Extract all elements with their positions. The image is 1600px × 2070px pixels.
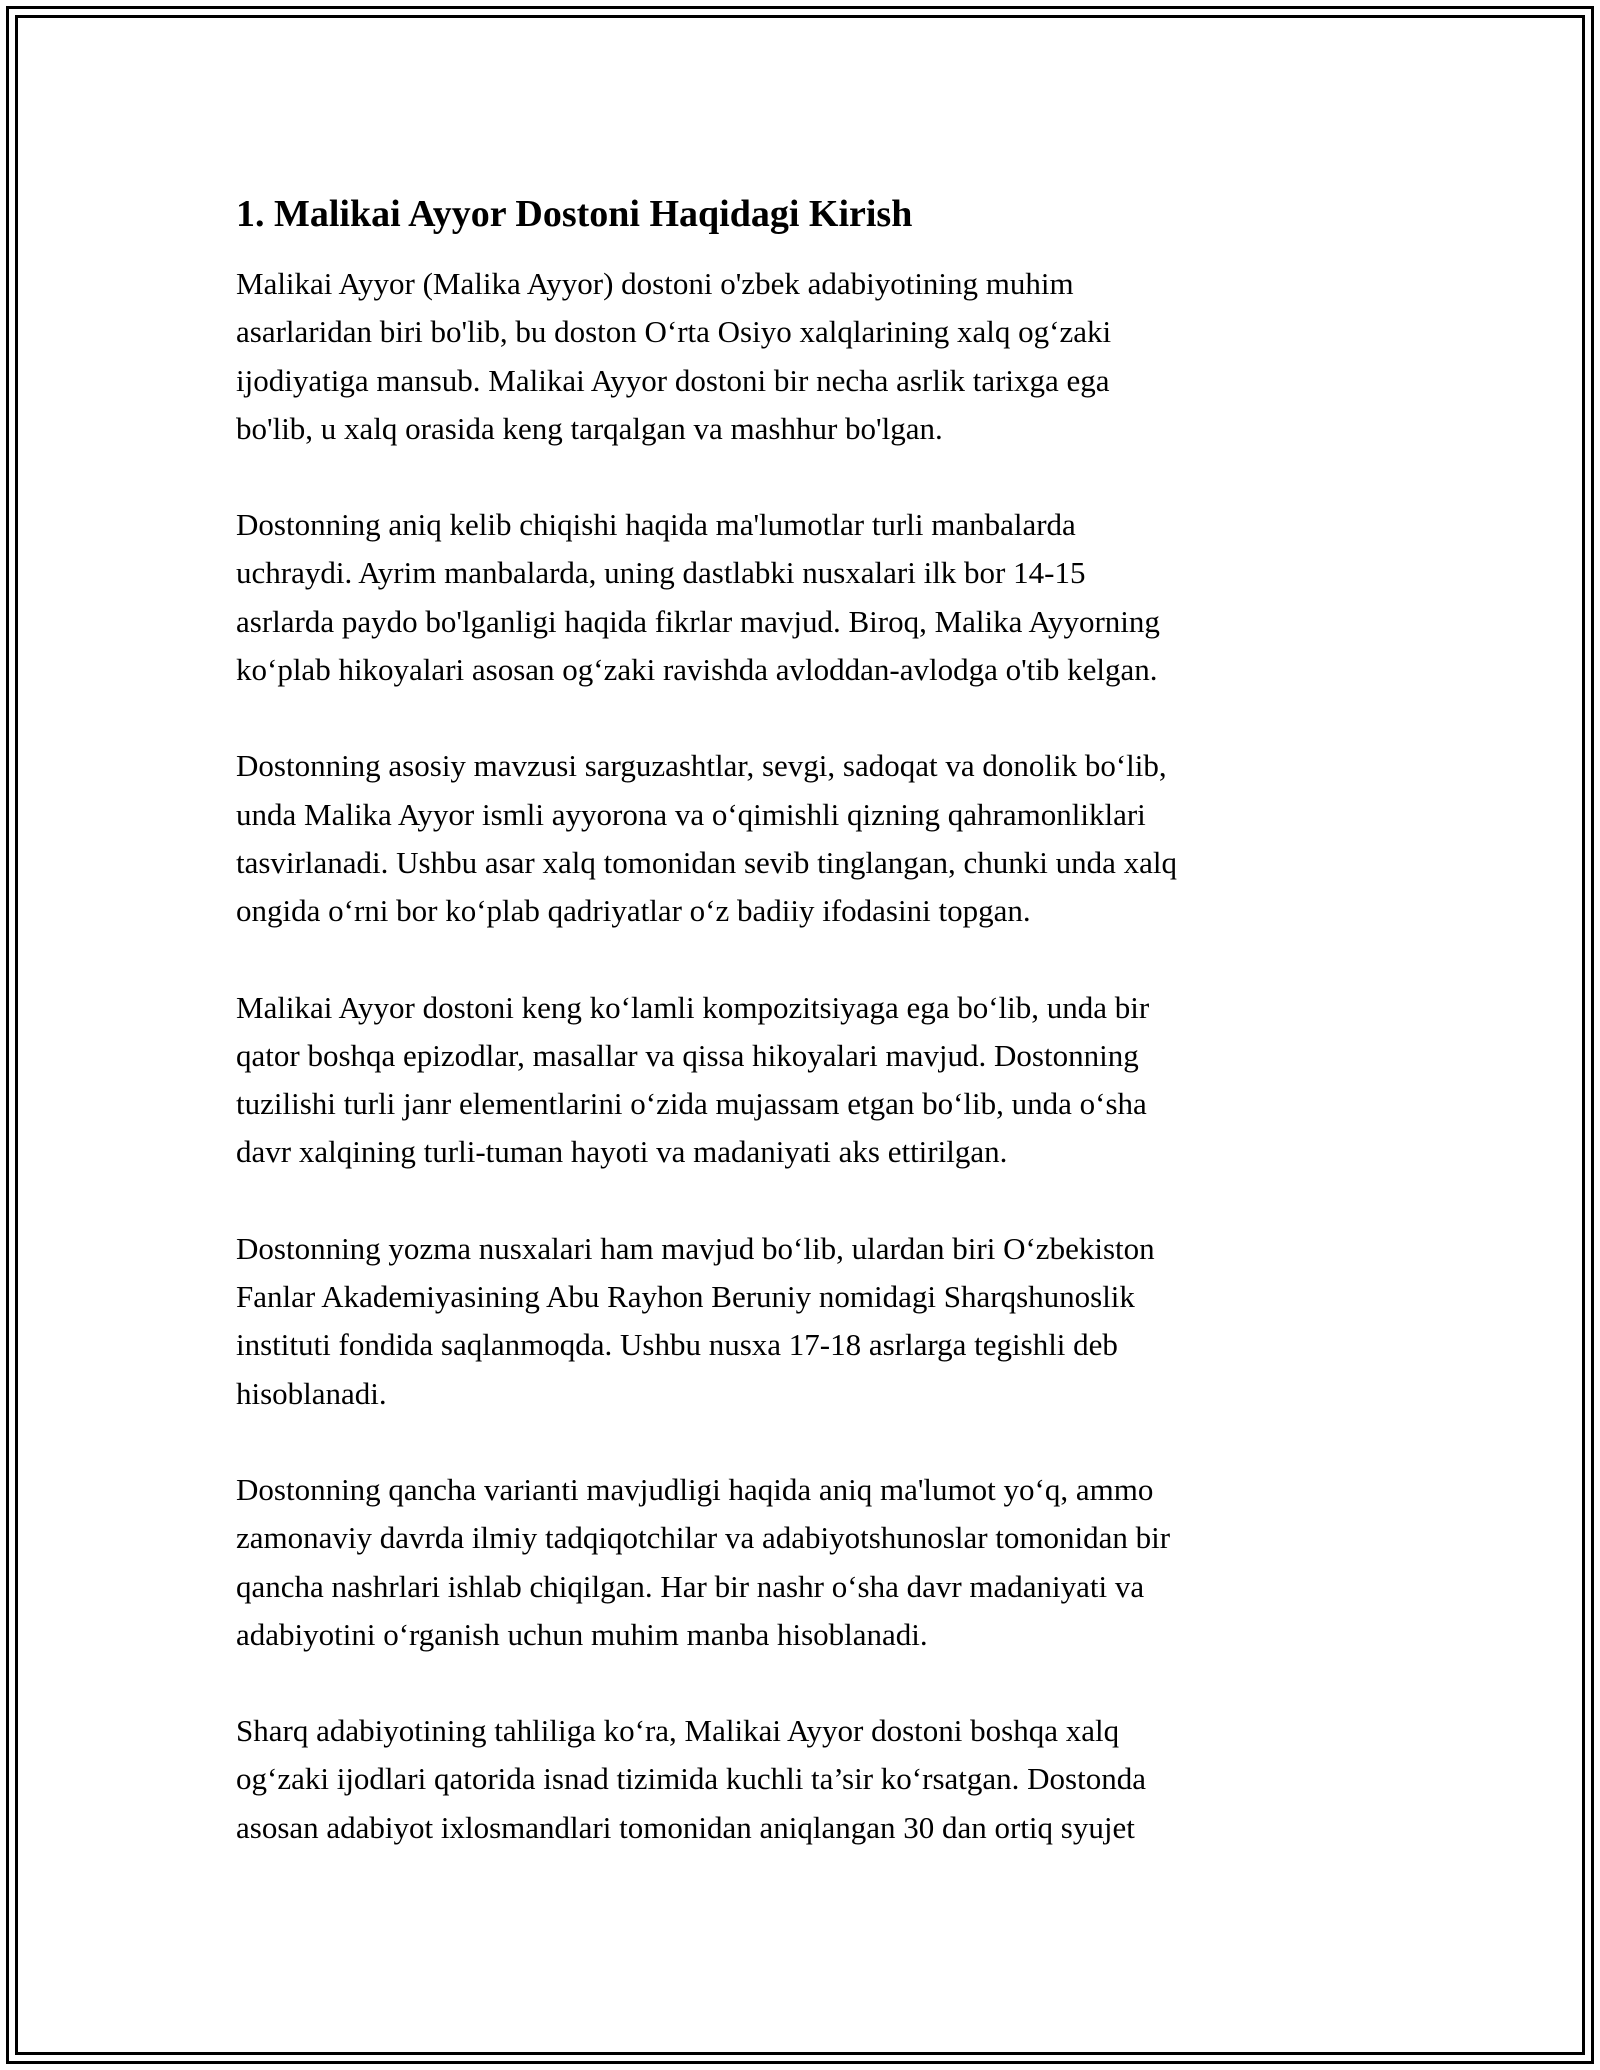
paragraph-origin xyxy=(236,501,1356,694)
text-line: ongida o‘rni bor ko‘plab qadriyatlar o‘z badiiy ifodasini topgan. xyxy=(236,893,1031,929)
document-body xyxy=(236,186,1356,1900)
text-line: Fanlar Akademiyasining Abu Rayhon Beruniy nomidagi Sharqshunoslik xyxy=(236,1279,1135,1315)
paragraph-variants xyxy=(236,1466,1356,1659)
text-line: ijodiyatiga mansub. Malikai Ayyor dostoni bir necha asrlik tarixga ega xyxy=(236,362,1110,398)
text-line: unda Malika Ayyor ismli ayyorona va o‘qimishli qizning qahramonliklari xyxy=(236,796,1146,832)
text-line: instituti fondida saqlanmoqda. Ushbu nusxa 17-18 asrlarga tegishli deb xyxy=(236,1327,1118,1363)
text-line: tasvirlanadi. Ushbu asar xalq tomonidan sevib tinglangan, chunki unda xalq xyxy=(236,844,1177,880)
paragraph-composition xyxy=(236,984,1356,1177)
text-line: hisoblanadi. xyxy=(236,1375,387,1411)
text-line: og‘zaki ijodlari qatorida isnad tizimida kuchli ta’sir ko‘rsatgan. Dostonda xyxy=(236,1761,1146,1797)
text-line: Sharq adabiyotining tahliliga ko‘ra, Malikai Ayyor dostoni boshqa xalq xyxy=(236,1713,1120,1749)
text-line: adabiyotini o‘rganish uchun muhim manba hisoblanadi. xyxy=(236,1616,928,1652)
text-line: zamonaviy davrda ilmiy tadqiqotchilar va adabiyotshunoslar tomonidan bir xyxy=(236,1520,1171,1556)
text-line: Malikai Ayyor (Malika Ayyor) dostoni o'zbek adabiyotining muhim xyxy=(236,266,1074,301)
text-line: bo'lib, u xalq orasida keng tarqalgan va mashhur bo'lgan. xyxy=(236,410,943,446)
text-line: uchraydi. Ayrim manbalarda, uning dastlabki nusxalari ilk bor 14-15 xyxy=(236,555,1086,591)
text-line: asarlaridan biri bo'lib, bu doston O‘rta Osiyo xalqlarining xalq og‘zaki xyxy=(236,314,1112,350)
paragraph-theme xyxy=(236,742,1356,935)
text-line: Dostonning aniq kelib chiqishi haqida ma'lumotlar turli manbalarda xyxy=(236,507,1076,543)
section-heading: 1. Malikai Ayyor Dostoni Haqidagi Kirish xyxy=(236,193,913,235)
paragraph-analysis xyxy=(236,1707,1356,1852)
text-line: Malikai Ayyor dostoni keng ko‘lamli kompozitsiyaga ega bo‘lib, unda bir xyxy=(236,989,1150,1025)
text-line: asrlarda paydo bo'lganligi haqida fikrlar mavjud. Biroq, Malika Ayyorning xyxy=(236,603,1160,639)
text-line: ko‘plab hikoyalari asosan og‘zaki ravishda avloddan-avlodga o'tib kelgan. xyxy=(236,652,1158,688)
text-line: Dostonning yozma nusxalari ham mavjud bo‘lib, ulardan biri O‘zbekiston xyxy=(236,1230,1155,1266)
paragraph-manuscripts xyxy=(236,1225,1356,1418)
text-line: qator boshqa epizodlar, masallar va qissa hikoyalari mavjud. Dostonning xyxy=(236,1037,1139,1073)
text-line: Dostonning qancha varianti mavjudligi haqida aniq ma'lumot yo‘q, ammo xyxy=(236,1471,1154,1507)
text-line: tuzilishi turli janr elementlarini o‘zida mujassam etgan bo‘lib, unda o‘sha xyxy=(236,1086,1147,1122)
text-line: Dostonning asosiy mavzusi sarguzashtlar, sevgi, sadoqat va donolik bo‘lib, xyxy=(236,748,1167,784)
text-line: davr xalqining turli-tuman hayoti va madaniyati aks ettirilgan. xyxy=(236,1134,1008,1170)
paragraph-introduction xyxy=(236,260,1356,453)
text-line: asosan adabiyot ixlosmandlari tomonidan aniqlangan 30 dan ortiq syujet xyxy=(236,1809,1135,1845)
text-line: qancha nashrlari ishlab chiqilgan. Har bir nashr o‘sha davr madaniyati va xyxy=(236,1568,1145,1604)
